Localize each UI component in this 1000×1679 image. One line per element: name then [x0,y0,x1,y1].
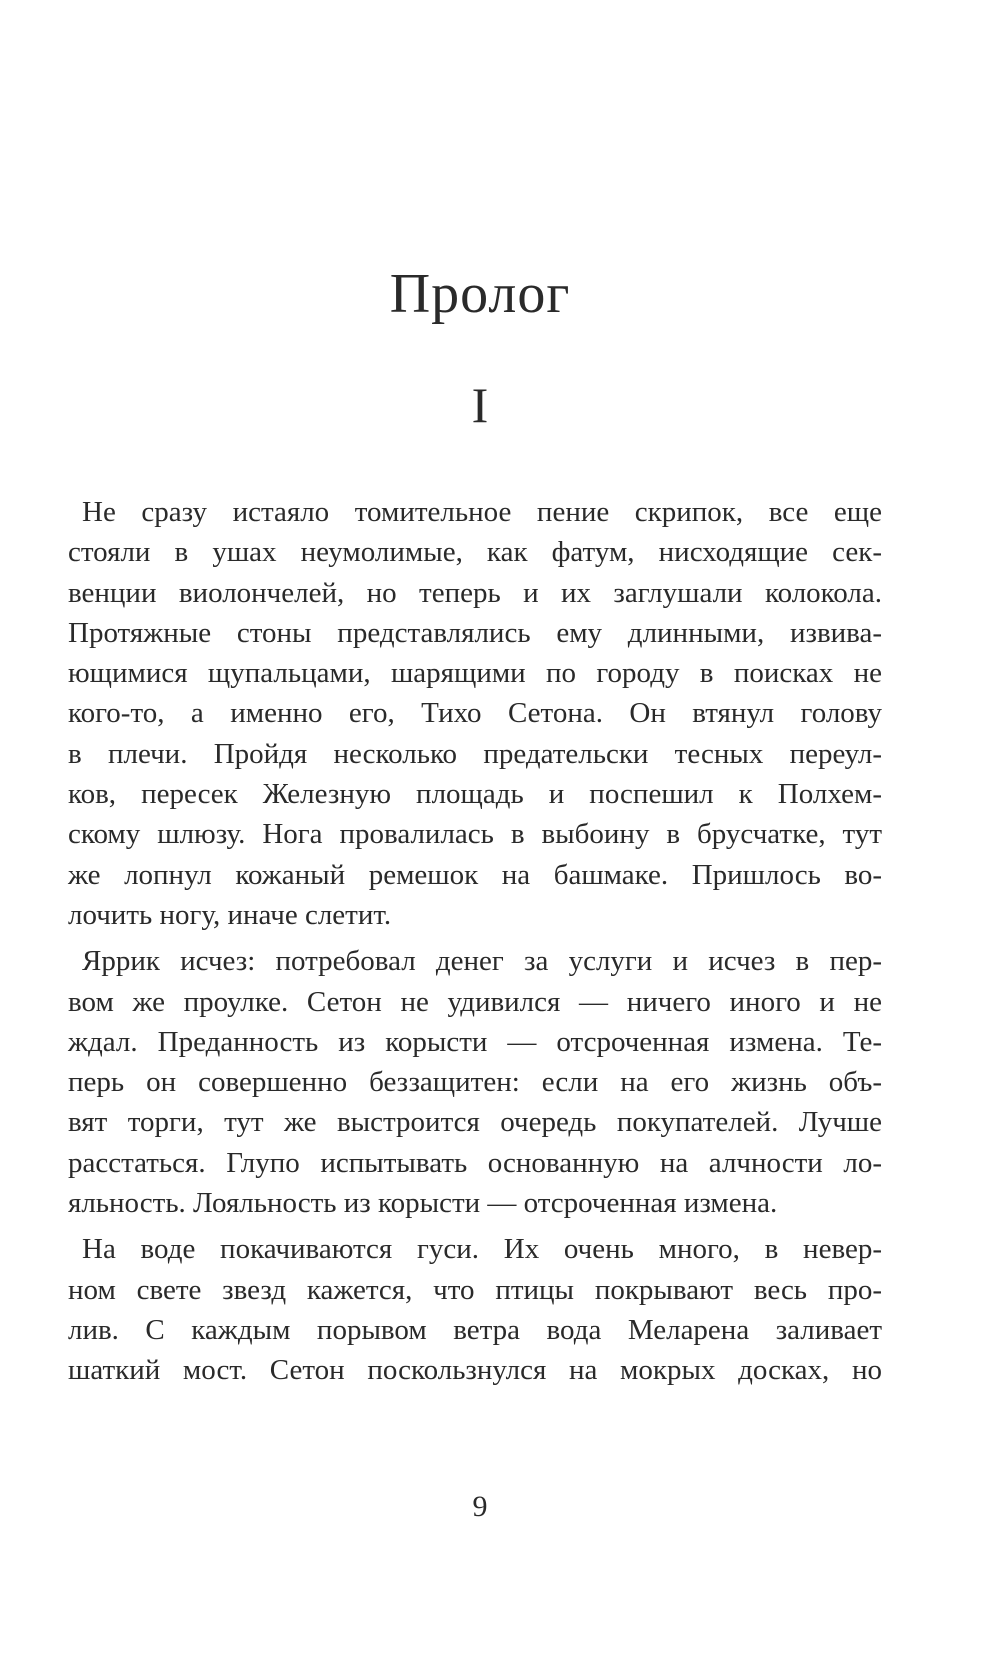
chapter-title: Пролог [389,263,571,325]
text-line: кого-то, а именно его, Тихо Сетона. Он втянул голову [68,697,882,730]
text-line: Яррик исчез: потребовал денег за услуги и исчез в пер- [82,945,882,978]
text-line: в плечи. Пройдя несколько предательски тесных переул- [68,737,882,770]
section-numeral: I [471,377,489,433]
text-line: ков, пересек Железную площадь и поспешил к Полхем- [68,778,882,811]
page-number: 9 [472,1490,488,1523]
text-line: расстаться. Глупо испытывать основанную на алчности ло- [68,1146,882,1179]
text-line: шаткий мост. Сетон поскользнулся на мокрых досках, но [68,1354,882,1387]
text-line: скому шлюзу. Нога провалилась в выбоину в брусчатке, тут [68,818,882,851]
body-text [68,492,882,1391]
text-line: ждал. Преданность из корысти — отсроченная измена. Те- [68,1025,882,1058]
text-line: Протяжные стоны представлялись ему длинными, извива- [68,616,882,649]
text-line: лив. С каждым порывом ветра вода Меларена заливает [68,1313,882,1346]
text-line: На воде покачиваются гуси. Их очень много, в невер- [82,1233,882,1266]
text-line: вом же проулке. Сетон не удивился — ничего иного и не [68,985,882,1018]
text-line: Не сразу истаяло томительное пение скрипок, все еще [82,496,882,528]
paragraph-1 [68,492,882,935]
text-line: перь он совершенно беззащитен: если на его жизнь объ- [68,1066,882,1099]
text-line: же лопнул кожаный ремешок на башмаке. Пришлось во- [68,858,882,891]
paragraph-2 [68,941,882,1223]
text-line: стояли в ушах неумолимые, как фатум, нисходящие сек- [68,536,882,569]
text-line: венции виолончелей, но теперь и их заглушали колокола. [68,576,882,609]
text-line: лочить ногу, иначе слетит. [68,898,392,931]
text-line: ющимися щупальцами, шарящими по городу в поисках не [68,657,882,690]
paragraph-3 [68,1229,882,1390]
text-line: яльность. Лояльность из корысти — отсроченная измена. [68,1187,778,1220]
text-line: вят торги, тут же выстроится очередь покупателей. Лучше [68,1106,882,1139]
text-line: ном свете звезд кажется, что птицы покрывают весь про- [68,1273,882,1306]
